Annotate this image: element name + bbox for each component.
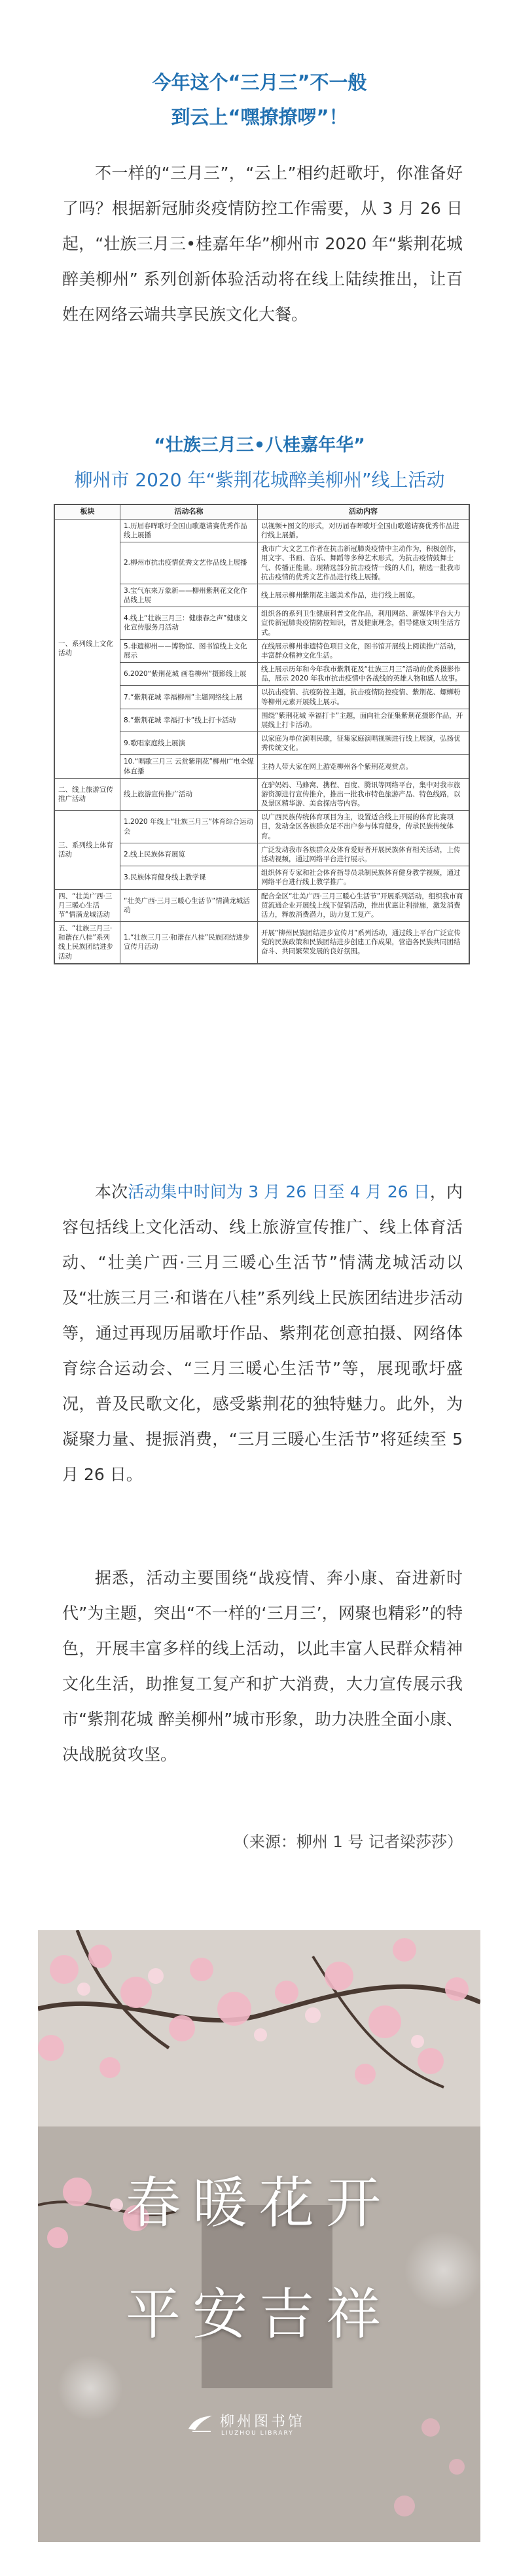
table-cell-block: 一、系列线上文化活动 xyxy=(55,519,120,778)
p1-rest: ，内容包括线上文化活动、线上旅游宣传推广、线上体育活动、“壮美广西·三月三暖心生活节”情满龙城活动以及“壮族三月三·和谐在八桂”系列线上民族团结进步活动等，通过再现历届歌圩作品、紫荆花创意拍摄、网络体育综合运动会、“三月三暖心生活节”等，展现歌圩盛况，普及民歌文化，感受紫荆花的独特魅力。此外，为凝聚力量、提振消费，“三月三暖心生活节”将延续至 5 月 26 日。 xyxy=(62,1182,463,1484)
table-cell-activity-content: 组织体育专家和社会体育指导员录制民族体育健身教学视频，通过网络平台进行线上教学推广。 xyxy=(258,866,469,889)
table-cell-activity-content: 以视频+图文的形式，对历届春晖歌圩全国山歌邀请赛优秀作品进行线上展播。 xyxy=(258,519,469,542)
table-cell-activity-content: 在线展示柳州非遗特色项目文化，图书馆开展线上阅读推广活动，丰富群众精神文化生活。 xyxy=(258,639,469,662)
table-cell-activity-content: 广泛发动我市各族群众及体育爱好者开展民族体育相关活动，上传活动视频，通过网络平台进行展示。 xyxy=(258,843,469,866)
table-cell-activity-name: 1.历届春晖歌圩全国山歌邀请赛优秀作品线上展播 xyxy=(120,519,258,542)
activity-table xyxy=(54,504,470,964)
table-cell-activity-content: 线上展示柳州紫荆花主题美术作品，进行线上展览。 xyxy=(258,584,469,607)
table-cell-activity-content: 开展“柳州民族团结进步宣传月”系列活动，通过线上平台广泛宣传党的民族政策和民族团结进步创建工作成果，营造各民族共同团结奋斗、共同繁荣发展的良好氛围。 xyxy=(258,922,469,964)
table-cell-activity-content: 主持人带大家在网上游览柳州各个紫荆花观赏点。 xyxy=(258,755,469,778)
table-cell-activity-content: 以抗击疫情、抗疫防控主题，抗击疫情防控疫情、紫荆花、螺蛳粉等柳州元素开展线上展示。 xyxy=(258,686,469,709)
section-title: “壮族三月三•八桂嘉年华” xyxy=(154,435,365,455)
table-header-row xyxy=(55,505,469,520)
table-cell-activity-name: 1.“壮族三月三·和谐在八桂”民族团结进步宣传月活动 xyxy=(120,922,258,964)
library-logo-cn: 柳州图书馆 xyxy=(220,2414,306,2430)
table-cell-activity-content: 以广西民族传统体育项目为主，设置适合线上开展的体育比赛项目，发动全区各族群众足不出户参与体育健身，传承民族传统体育。 xyxy=(258,811,469,843)
poster-image xyxy=(38,1930,480,2542)
table-cell-activity-name: 3.宝气东来万象新——柳州紫荆花文化作品线上展 xyxy=(120,584,258,607)
intro-paragraph: 不一样的“三月三”，“云上”相约赶歌圩，你准备好了吗？根据新冠肺炎疫情防控工作需要，从 3 月 26 日起，“壮族三月三•桂嘉年华”柳州市 2020 年“紫荆花城 醉美柳州” 系列创新体验活动将在线上陆续推出，让百姓在网络云端共享民族文化大餐。 xyxy=(62,164,463,324)
table-cell-activity-name: 10.“唱歌三月三 云赏紫荆花”柳州广电全媒体直播 xyxy=(120,755,258,778)
poster-title-line1: 春暖花开 xyxy=(125,2171,393,2235)
activity-table-grid xyxy=(54,504,469,964)
library-logo-icon xyxy=(187,2413,213,2433)
headline-line1: 今年这个“三月三”不一般 xyxy=(152,71,367,94)
table-cell-activity-content: 线上展示历年和今年我市紫荆花及“壮族三月三”活动的优秀摄影作品，展示 2020 年我市抗击疫情中各战线的英雄人物和感人故事。 xyxy=(258,663,469,686)
body-paragraph-1 xyxy=(62,1174,463,1492)
poster-title-line2: 平安吉祥 xyxy=(125,2282,393,2346)
table-cell-block: 五、“壮族三月三·和谐在八桂”系列线上民族团结进步活动 xyxy=(55,922,120,964)
table-cell-activity-content: 在驴妈妈、马蜂窝、携程、百度、腾讯等网络平台，集中对我市旅游资源进行宣传推介，推出一批我市特色旅游产品、特色线路，以及景区精华游、美食探店等内容。 xyxy=(258,778,469,811)
table-cell-activity-content: 围绕“紫荆花城 幸福打卡”主题，面向社会征集紫荆花摄影作品，开展线上打卡活动。 xyxy=(258,709,469,732)
table-row xyxy=(55,889,469,922)
table-cell-activity-name: 6.2020“紫荆花城 画卷柳州”摄影线上展 xyxy=(120,663,258,686)
table-cell-activity-name: 线上旅游宣传推广活动 xyxy=(120,778,258,811)
table-cell-activity-content: 组织各的系列卫生健康科普文化作品，利用网站、新媒体平台大力宣传新冠肺炎疫情防控知识，普及健康理念，倡导健康文明生活方式。 xyxy=(258,607,469,640)
table-header-cell: 活动内容 xyxy=(258,505,469,520)
table-cell-activity-name: 3.民族体育健身线上教学课 xyxy=(120,866,258,889)
table-cell-activity-name: 5.非遗柳州——博物馆、图书馆线上文化展示 xyxy=(120,639,258,662)
table-cell-activity-content: 我市广大文艺工作者在抗击新冠肺炎疫情中主动作为，积极创作，用文字、书画、音乐、舞蹈等多种艺术形式，为抗击疫情鼓舞士气、传播正能量。现精选部分抗击疫情一线的人们，精选一批我市抗击疫情的优秀文艺作品进行线上展播。 xyxy=(258,542,469,584)
table-cell-activity-content: 配合全区“壮美广西·三月三暖心生活节”开展系列活动，组织我市商贸流通企业开展线上线下促销活动，推出优惠让利措施，激发消费活力，释放消费潜力，助力复工复产。 xyxy=(258,889,469,922)
p1-prefix: 本次 xyxy=(95,1182,128,1201)
table-cell-block: 四、“壮美广西·三月三暖心生活节”情满龙城活动 xyxy=(55,889,120,922)
section-subtitle: 柳州市 2020 年“紫荆花城醉美柳州”线上活动 xyxy=(74,469,445,491)
p1-highlight: 活动集中时间为 3 月 26 日至 4 月 26 日 xyxy=(128,1182,430,1201)
table-row xyxy=(55,519,469,542)
table-cell-block: 二、线上旅游宣传推广活动 xyxy=(55,778,120,811)
table-cell-activity-name: 2.柳州市抗击疫情优秀文艺作品线上展播 xyxy=(120,542,258,584)
table-row xyxy=(55,778,469,811)
headline-line2: 到云上“嘿撩撩啰”！ xyxy=(171,106,348,128)
body-paragraph-2: 据悉，活动主要围绕“战疫情、奔小康、奋进新时代”为主题，突出“不一样的‘三月三’，网聚也精彩”的特色，开展丰富多样的线上活动，以此丰富人民群众精神文化生活，助推复工复产和扩大消费，大力宣传展示我市“紫荆花城 醉美柳州”城市形象，助力决胜全面小康、决战脱贫攻坚。 xyxy=(62,1568,463,1764)
article-source: （来源：柳州 1 号 记者梁莎莎） xyxy=(233,1833,463,1851)
table-cell-activity-name: 2.线上民族体育展览 xyxy=(120,843,258,866)
table-row xyxy=(55,811,469,843)
table-header-cell: 板块 xyxy=(55,505,120,520)
table-cell-block: 三、系列线上体育活动 xyxy=(55,811,120,889)
table-cell-activity-name: “壮美广西·三月三暖心生活节”情满龙城活动 xyxy=(120,889,258,922)
table-cell-activity-name: 1.2020 年线上“壮族三月三”体育综合运动会 xyxy=(120,811,258,843)
table-cell-activity-name: 8.“紫荆花城 幸福打卡”线上打卡活动 xyxy=(120,709,258,732)
table-cell-activity-name: 7.“紫荆花城 幸福柳州”主题网络线上展 xyxy=(120,686,258,709)
table-cell-activity-name: 4.线上“壮族三月三：健康春之声”健康文化宣传服务月活动 xyxy=(120,607,258,640)
table-cell-activity-name: 9.歌唱家庭线上展演 xyxy=(120,732,258,755)
table-header-cell: 活动名称 xyxy=(120,505,258,520)
library-logo-en: LIUZHOU LIBRARY xyxy=(221,2430,294,2437)
table-row xyxy=(55,922,469,964)
table-cell-activity-content: 以家庭为单位演唱民歌，征集家庭演唱视频进行线上展演，弘扬优秀传统文化。 xyxy=(258,732,469,755)
